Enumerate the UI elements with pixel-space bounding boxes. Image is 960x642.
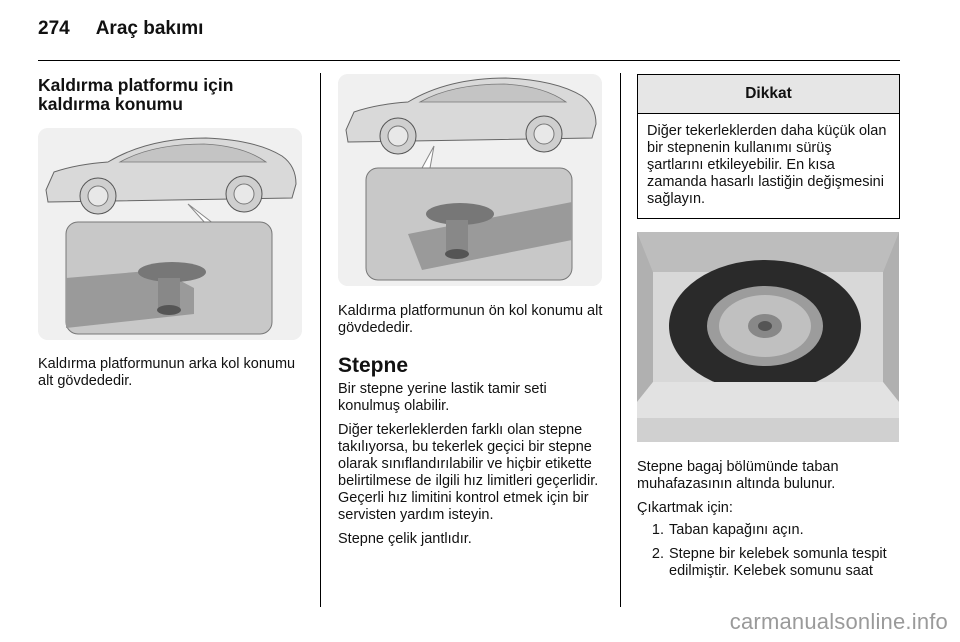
chapter-title: Araç bakımı [95, 18, 204, 39]
lift-position-heading: Kaldırma platformu için kaldırma konumu [38, 75, 234, 114]
step-item: 2. Stepne bir kelebek somunla tespit edilmiştir. Kelebek somunu saat [651, 546, 887, 579]
header-rule [38, 60, 900, 61]
page-number: 274 [38, 18, 70, 39]
column-divider-2 [620, 73, 621, 607]
column-divider-1 [320, 73, 321, 607]
paragraph-3: Stepne çelik jantlıdır. [338, 531, 472, 547]
column-3 [637, 74, 900, 587]
step-item: 1. Taban kapağını açın. [651, 522, 804, 538]
column-1 [38, 74, 304, 390]
rear-arm-caption: Kaldırma platformunun arka kol konumu alt gövdededir. [38, 356, 296, 389]
column-2 [338, 74, 604, 548]
caution-title: Dikkat [638, 75, 899, 114]
spare-wheel-title: Stepne [338, 354, 409, 377]
trunk-caption: Stepne bagaj bölümünde taban muhafazasının altında bulunur. [637, 459, 839, 492]
removal-intro: Çıkartmak için: [637, 500, 733, 516]
paragraph-2: Diğer tekerleklerden farklı olan stepne takılıyorsa, bu tekerlek geçici bir stepne olarak sınıflandırılabilir ve hiçbir etikette belirtilmese de ilgili hız limitleri geçerlidir. Geçerli hız limitini kontrol etmek için bir servisten yardım isteyin. [338, 422, 599, 523]
removal-steps [637, 522, 900, 580]
spare-wheel-trunk-photo [637, 232, 899, 442]
paragraph-1: Bir stepne yerine lastik tamir seti konulmuş olabilir. [338, 381, 547, 414]
page-header [38, 18, 203, 40]
caution-text: Diğer tekerleklerden daha küçük olan bir stepnenin kullanımı sürüş şartlarını etkileyebilir. En kısa zamanda hasarlı lastiğin değişmesini sağlayın. [647, 123, 887, 207]
watermark: carmanualsonline.info [729, 609, 948, 634]
front-arm-caption: Kaldırma platformunun ön kol konumu alt gövdededir. [338, 303, 603, 336]
caution-box [637, 74, 900, 219]
rear-lift-point-illustration [38, 128, 302, 340]
front-lift-point-illustration [338, 74, 602, 286]
